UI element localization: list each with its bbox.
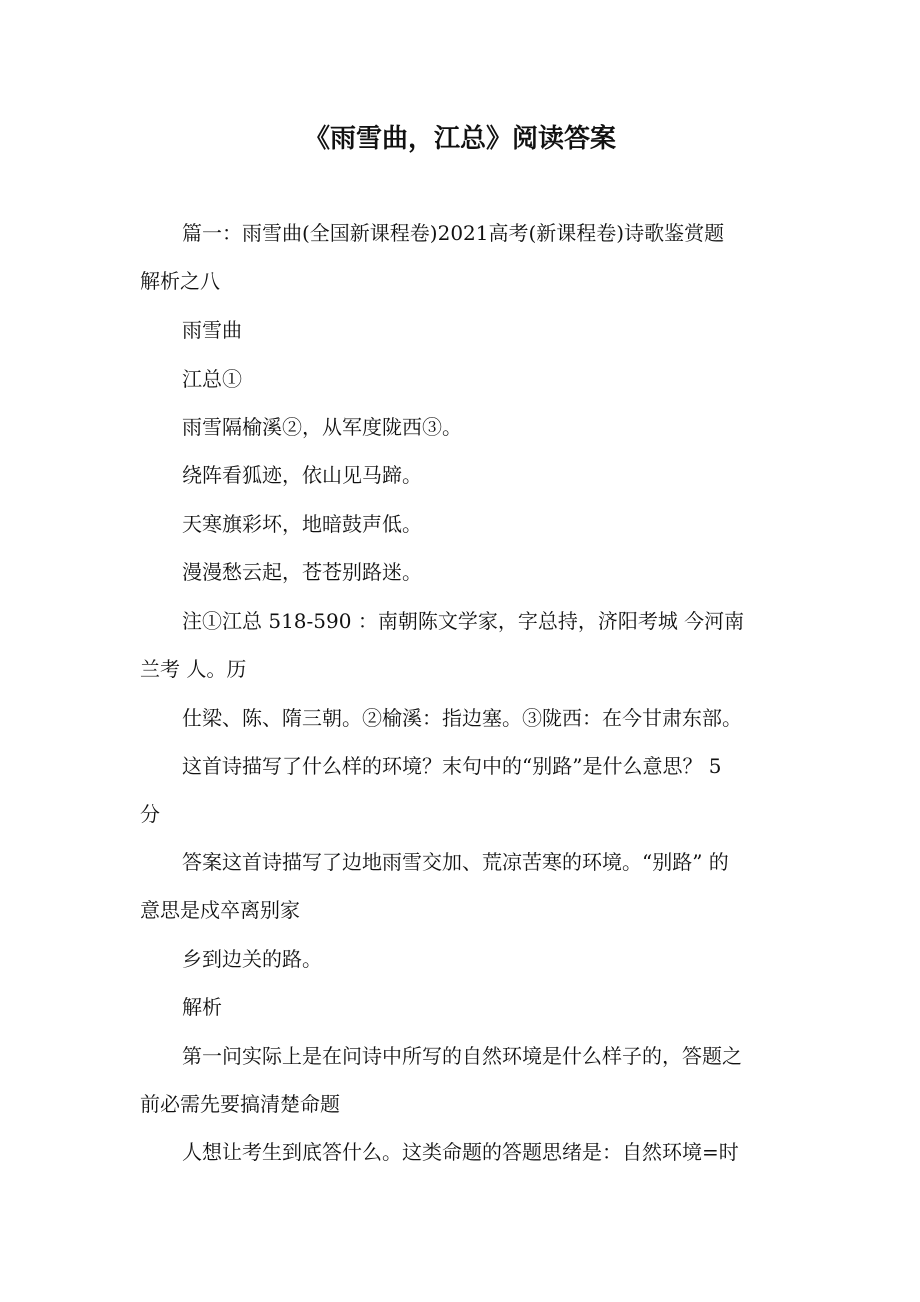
note-line: 仕梁、陈、隋三朝。②榆溪：指边塞。③陇西：在今甘肃东部。: [182, 706, 742, 730]
text-line: 解析之八: [140, 269, 220, 293]
poem-line: 绕阵看狐迹，依山见马蹄。: [182, 463, 422, 487]
question-line: 分: [140, 802, 160, 826]
poem-title: 雨雪曲: [182, 318, 242, 342]
note-line: 兰考 人。历: [140, 657, 247, 681]
document-title: 《雨雪曲，江总》阅读答案: [303, 124, 616, 154]
analysis-line: 第一问实际上是在问诗中所写的自然环境是什么样子的，答题之: [182, 1044, 742, 1068]
answer-line: 意思是戍卒离别家: [140, 898, 300, 922]
analysis-heading: 解析: [182, 995, 222, 1019]
answer-line: 乡到边关的路。: [182, 947, 322, 971]
poem-line: 雨雪隔榆溪②，从军度陇西③。: [182, 415, 462, 439]
poem-line: 天寒旗彩坏，地暗鼓声低。: [182, 512, 422, 536]
answer-line: 答案这首诗描写了边地雨雪交加、荒凉苦寒的环境。“别路” 的: [182, 850, 729, 874]
question-line: 这首诗描写了什么样的环境？末句中的“别路”是什么意思？ 5: [182, 754, 722, 778]
poem-line: 漫漫愁云起，苍苍别路迷。: [182, 560, 422, 584]
poem-author: 江总①: [182, 367, 242, 391]
note-line: 注①江总 518-590 ：南朝陈文学家，字总持，济阳考城 今河南: [182, 609, 745, 633]
analysis-line: 人想让考生到底答什么。这类命题的答题思绪是：自然环境=时: [182, 1140, 739, 1164]
text-line: 篇一：雨雪曲(全国新课程卷)2021高考(新课程卷)诗歌鉴赏题: [182, 221, 725, 245]
analysis-line: 前必需先要搞清楚命题: [140, 1092, 340, 1116]
